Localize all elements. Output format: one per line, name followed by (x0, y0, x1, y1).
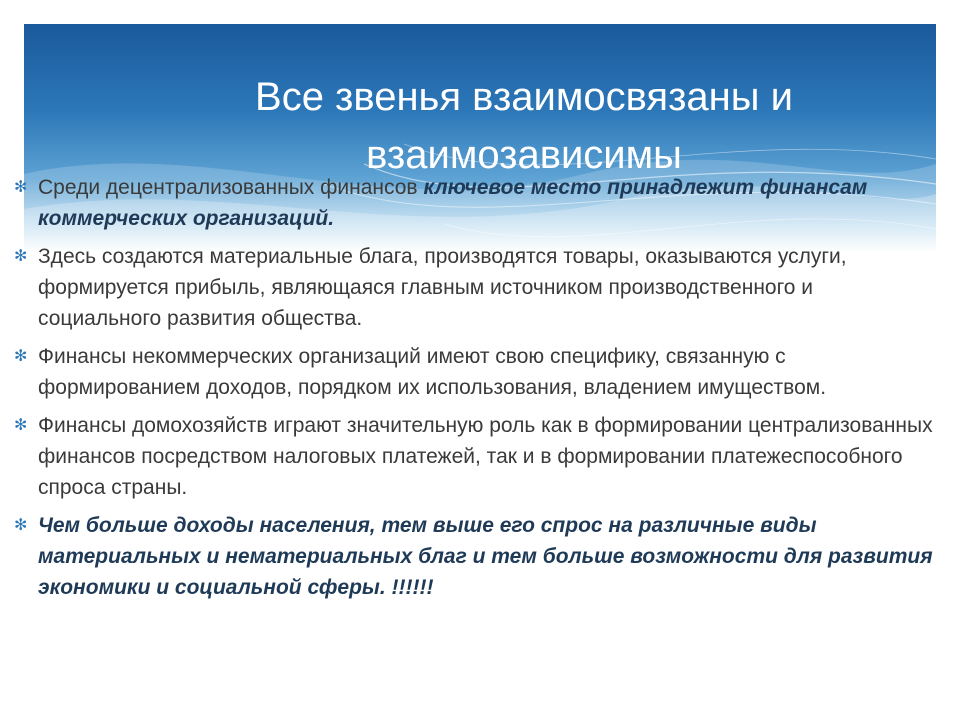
bullet-text: Здесь создаются материальные блага, производятся товары, оказываются услуги, формируется прибыль, являющаяся главным источником производственного и социального развития общества. (38, 245, 847, 330)
bullet-text: Среди децентрализованных финансов (38, 176, 424, 199)
asterisk-bullet-icon: ✻ (14, 179, 28, 196)
bullet-text: Финансы некоммерческих организаций имеют свою специфику, связанную с формированием доходов, порядком их использования, владением имуществом. (38, 345, 827, 399)
asterisk-bullet-icon: ✻ (14, 517, 28, 534)
bullet-item (14, 172, 934, 234)
bullet-conclusion: Чем больше доходы населения, тем выше его спрос на различные виды материальных и нематериальных благ и тем больше возможности для развития экономики и социальной сферы. !!!!!! (38, 514, 933, 599)
bullet-item (14, 341, 934, 403)
bullet-item (14, 510, 934, 603)
asterisk-bullet-icon: ✻ (14, 248, 28, 265)
bullet-list (14, 172, 934, 610)
slide-title: Все звенья взаимосвязаны и взаимозависимы (255, 75, 793, 177)
bullet-emphasis: ключевое место принадлежит финансам коммерческих организаций. (38, 176, 868, 230)
bullet-item (14, 410, 934, 503)
asterisk-bullet-icon: ✻ (14, 417, 28, 434)
asterisk-bullet-icon: ✻ (14, 348, 28, 365)
bullet-text: Финансы домохозяйств играют значительную роль как в формировании централизованных финансов посредством налоговых платежей, так и в формировании платежеспособного спроса страны. (38, 414, 933, 499)
bullet-item (14, 241, 934, 334)
